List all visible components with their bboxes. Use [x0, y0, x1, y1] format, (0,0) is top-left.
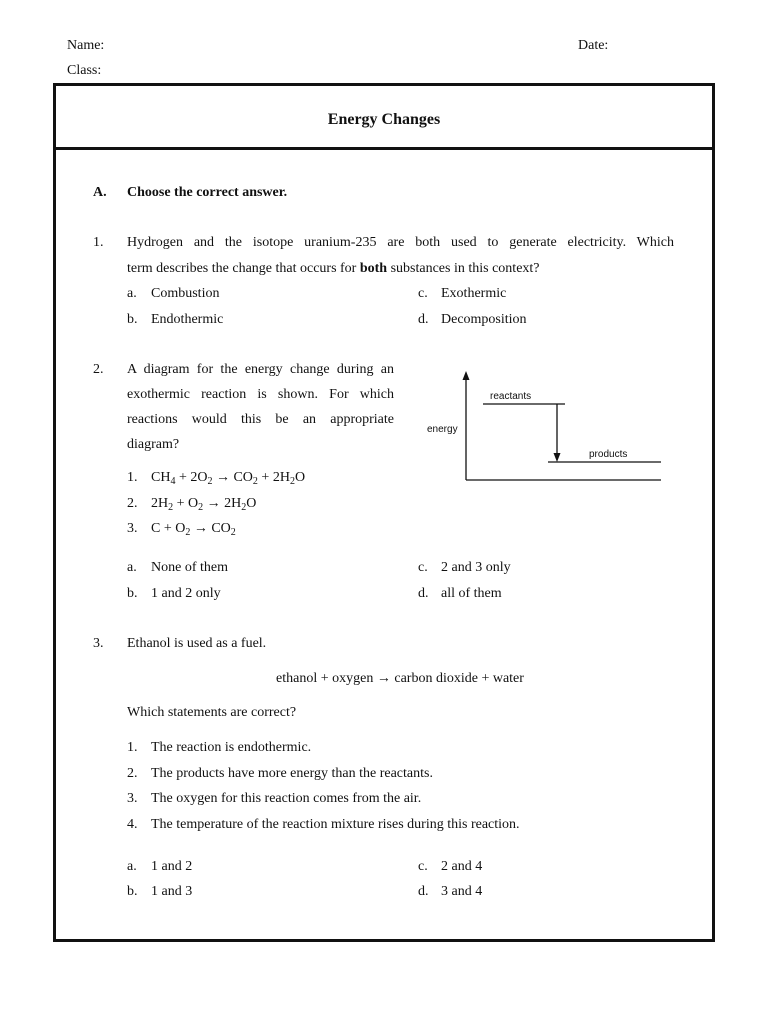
q3-option-b-letter: b.: [127, 884, 138, 899]
reaction-2: $2H_2 + O_2 \to 2H_2O$: [151, 496, 257, 513]
q2-line: A diagram for the energy change during an: [127, 362, 394, 377]
q1-emphasis: both: [359, 261, 388, 276]
section-instruction: Choose the correct answer.: [127, 185, 288, 200]
q2-line: reactions would this be an appropriate: [127, 412, 394, 427]
reaction-1: $CH_4 + 2O_2 \to CO_2 + 2H_2O$: [151, 470, 306, 487]
statement-number: 1.: [127, 740, 138, 755]
reaction-3: $C + O_2 \to CO_2$: [151, 521, 236, 538]
q2-number: 2.: [93, 362, 104, 377]
reaction-number: 3.: [127, 521, 138, 536]
q3-option-b-text: 1 and 3: [151, 884, 193, 899]
q1-option-d: [418, 312, 429, 328]
q2-option-b-text: 1 and 2 only: [151, 586, 221, 601]
section-letter: A.: [93, 185, 107, 200]
q2-option-a-text: None of them: [151, 560, 228, 575]
date-label: Date:: [578, 38, 609, 53]
q1-option-a: [127, 286, 137, 302]
q1-option-c: [418, 286, 428, 302]
q1-option-b-text: Endothermic: [151, 312, 224, 327]
option-letter: b.: [127, 312, 138, 327]
down-arrowhead-icon: [554, 453, 561, 462]
q1-line1: Hydrogen and the isotope uranium-235 are both used to generate electricity. Which: [127, 235, 674, 250]
q2-option-d-text: all of them: [441, 586, 502, 601]
q2-option-c-letter: c.: [418, 560, 428, 575]
statement-number: 3.: [127, 791, 138, 806]
q1-line2-text: term describes the change that occurs for: [127, 261, 360, 276]
statement-text: The temperature of the reaction mixture rises during this reaction.: [151, 817, 520, 832]
q2-option-c-text: 2 and 3 only: [441, 560, 511, 575]
q1-number: 1.: [93, 235, 104, 250]
q3-intro: Ethanol is used as a fuel.: [127, 636, 267, 651]
q1-option-a-text: Combustion: [151, 286, 220, 301]
statement-text: The reaction is endothermic.: [151, 740, 312, 755]
page-title: Energy Changes: [327, 111, 441, 128]
q2-option-b-letter: b.: [127, 586, 138, 601]
option-letter: a.: [127, 286, 137, 301]
q1-line2: [127, 261, 540, 277]
q1-option-c-text: Exothermic: [441, 286, 507, 301]
statement-text: The products have more energy than the reactants.: [151, 766, 433, 781]
reaction-number: 1.: [127, 470, 138, 485]
q1-line2-text-end: substances in this context?: [387, 261, 540, 276]
reactants-label: reactants: [490, 391, 532, 402]
statement-number: 2.: [127, 766, 138, 781]
products-label: products: [589, 449, 628, 460]
q3-option-c-text: 2 and 4: [441, 859, 483, 874]
class-label: Class:: [67, 63, 102, 78]
q3-option-d-letter: d.: [418, 884, 429, 899]
energy-label: energy: [427, 424, 458, 435]
reaction-number: 2.: [127, 496, 138, 511]
q1-option-b: [127, 312, 138, 328]
q3-prompt: Which statements are correct?: [127, 705, 297, 720]
worksheet-frame: [53, 83, 715, 942]
q3-option-d-text: 3 and 4: [441, 884, 483, 899]
energy-level-diagram: [415, 365, 675, 490]
axis-arrowhead-icon: [463, 371, 470, 380]
q3-option-a-text: 1 and 2: [151, 859, 193, 874]
q3-option-c-letter: c.: [418, 859, 428, 874]
q3-option-a-letter: a.: [127, 859, 137, 874]
word-equation: ethanol + oxygen → carbon dioxide + water: [276, 671, 524, 686]
statement-text: The oxygen for this reaction comes from the air.: [151, 791, 422, 806]
statement-number: 4.: [127, 817, 138, 832]
option-letter: d.: [418, 312, 429, 327]
q2-line: exothermic reaction is shown. For which: [127, 387, 394, 402]
name-label: Name:: [67, 38, 105, 53]
q3-number: 3.: [93, 636, 104, 651]
title-divider: [53, 147, 715, 150]
q2-option-d-letter: d.: [418, 586, 429, 601]
q2-option-a-letter: a.: [127, 560, 137, 575]
q2-line: diagram?: [127, 437, 180, 452]
q1-option-d-text: Decomposition: [441, 312, 527, 327]
option-letter: c.: [418, 286, 428, 301]
